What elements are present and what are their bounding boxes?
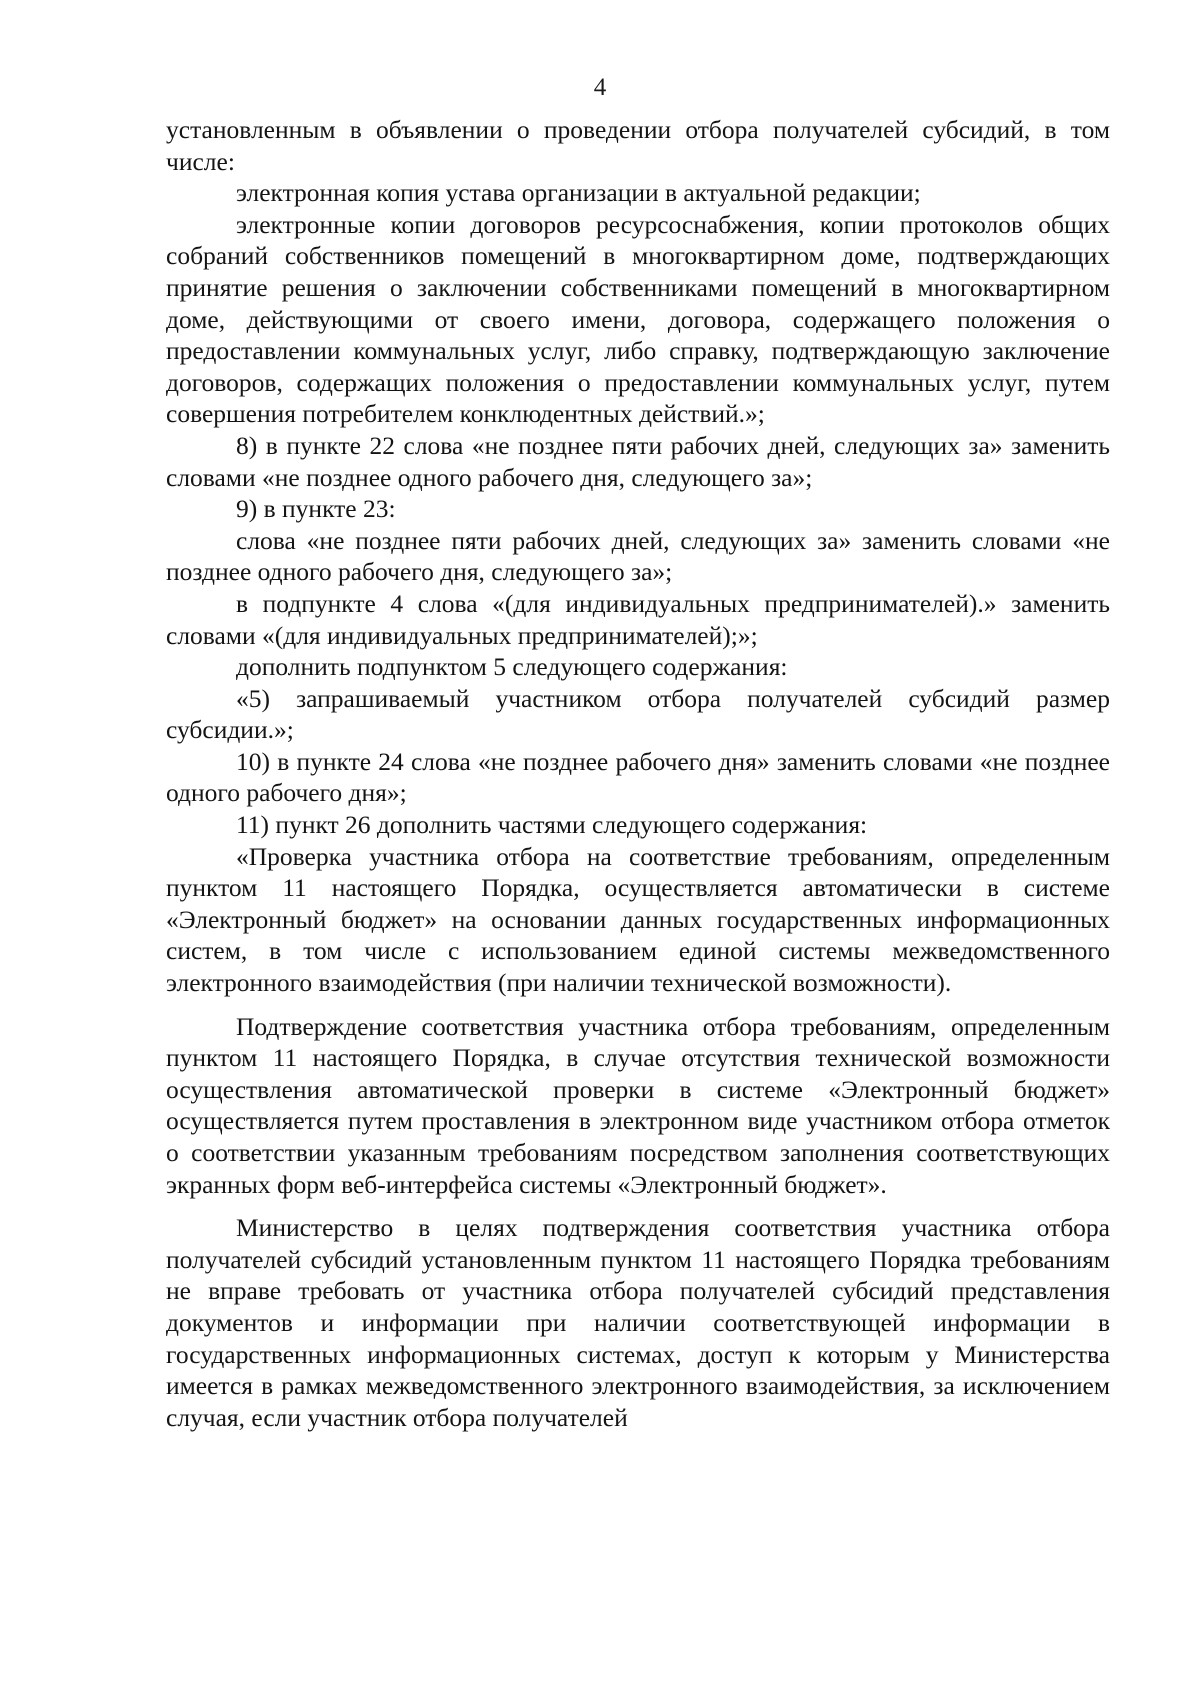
paragraph-resource-contracts: электронные копии договоров ресурсоснабжения, копии протоколов общих собраний собственников помещений в многоквартирном доме, подтверждающих принятие решения о заключении собственниками помещений в многоквартирном доме, действующими от своего имени, договора, содержащего положения о предоставлении коммунальных услуг, либо справку, подтверждающую заключение договоров, содержащих положения о предоставлении коммунальных услуг, путем совершения потребителем конклюдентных действий.»; xyxy=(166,209,1110,429)
document-body xyxy=(166,114,1110,1433)
paragraph-charter-copy: электронная копия устава организации в актуальной редакции; xyxy=(236,178,921,208)
page-number: 4 xyxy=(593,74,607,101)
paragraph-item-10: 10) в пункте 24 слова «не позднее рабочего дня» заменить словами «не позднее одного рабочего дня»; xyxy=(166,746,1110,808)
paragraph-continuation: установленным в объявлении о проведении отбора получателей субсидий, в том числе: xyxy=(166,115,1110,176)
paragraph-verification: «Проверка участника отбора на соответствие требованиям, определенным пунктом 11 настоящего Порядка, осуществляется автоматически в системе «Электронный бюджет» на основании данных государственных информационных систем, в том числе с использованием единой системы межведомственного электронного взаимодействия (при наличии технической возможности). xyxy=(166,841,1110,998)
paragraph-subitem-5: «5) запрашиваемый участником отбора получателей субсидий размер субсидии.»; xyxy=(166,683,1110,745)
paragraph-item-8: 8) в пункте 22 слова «не позднее пяти рабочих дней, следующих за» заменить словами «не позднее одного рабочего дня, следующего за»; xyxy=(166,430,1110,492)
paragraph-item-9-words: слова «не позднее пяти рабочих дней, следующих за» заменить словами «не позднее одного рабочего дня, следующего за»; xyxy=(166,525,1110,587)
paragraph-item-11: 11) пункт 26 дополнить частями следующего содержания: xyxy=(236,810,868,840)
paragraph-item-9: 9) в пункте 23: xyxy=(236,494,396,524)
paragraph-item-9-add-subitem: дополнить подпунктом 5 следующего содержания: xyxy=(236,652,788,682)
paragraph-item-9-subitem-4: в подпункте 4 слова «(для индивидуальных предпринимателей).» заменить словами «(для индивидуальных предпринимателей);»; xyxy=(166,588,1110,650)
paragraph-confirmation: Подтверждение соответствия участника отбора требованиям, определенным пунктом 11 настоящего Порядка, в случае отсутствия технической возможности осуществления автоматической проверки в системе «Электронный бюджет» осуществляется путем проставления в электронном виде участником отбора отметок о соответствии указанным требованиям посредством заполнения соответствующих экранных форм веб-интерфейса системы «Электронный бюджет». xyxy=(166,1011,1110,1199)
paragraph-ministry: Министерство в целях подтверждения соответствия участника отбора получателей субсидий установленным пунктом 11 настоящего Порядка требованиям не вправе требовать от участника отбора получателей субсидий представления документов и информации при наличии соответствующей информации в государственных информационных системах, доступ к которым у Министерства имеется в рамках межведомственного электронного взаимодействия, за исключением случая, если участник отбора получателей xyxy=(166,1213,1110,1432)
